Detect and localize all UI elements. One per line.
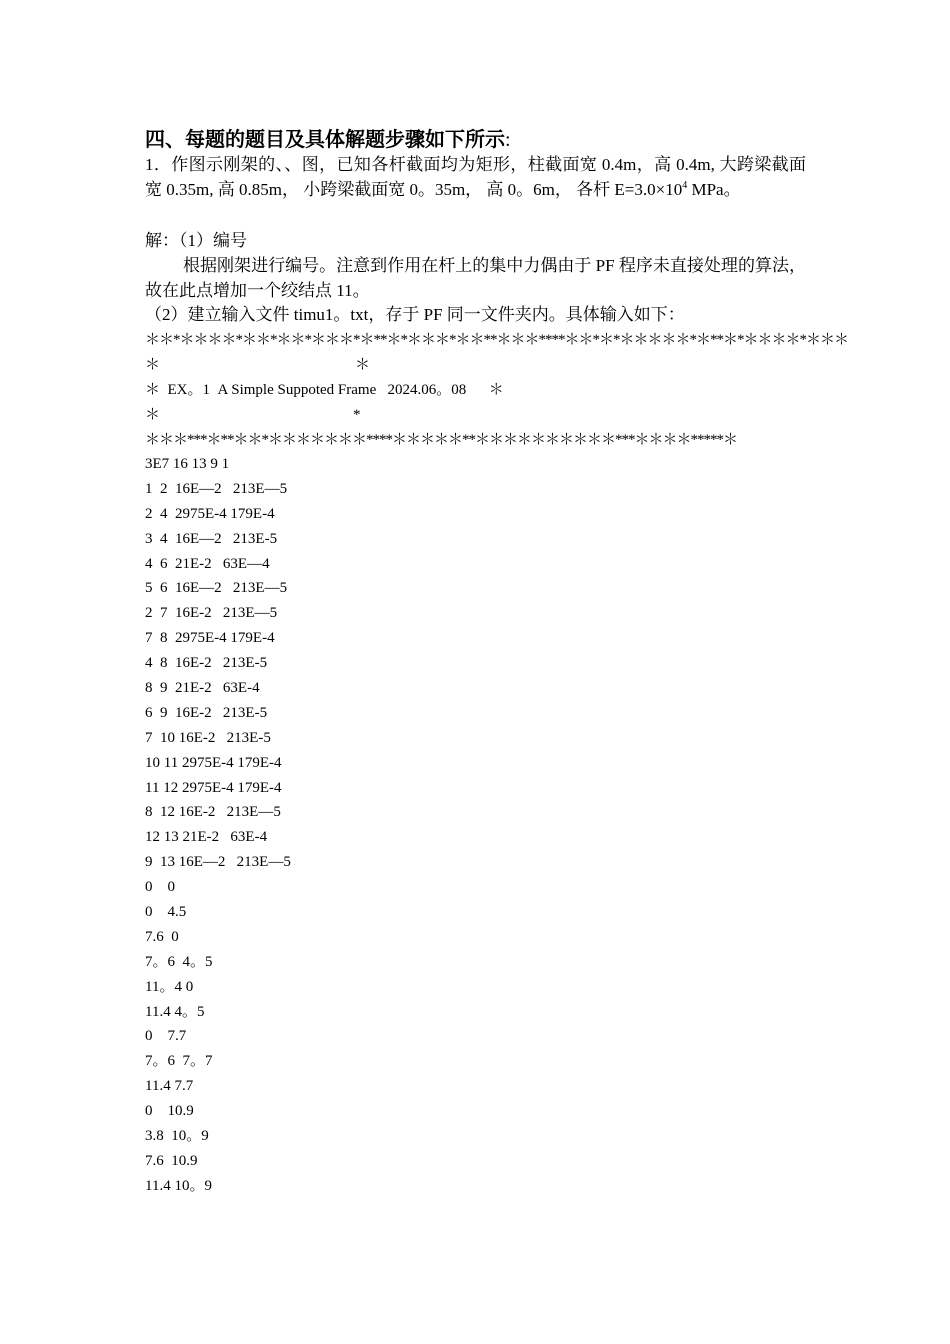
data-line: 2 7 16E-2 213E—5 [145,605,278,622]
data-line: 6 9 16E-2 213E-5 [145,704,268,721]
data-line: 3.8 10。9 [145,1128,209,1145]
data-line: 0 7.7 [145,1028,187,1045]
data-line: 9 13 16E—2 213E—5 [145,854,291,871]
section-heading [145,127,511,153]
data-line: 4 6 21E-2 63E—4 [145,555,270,572]
heading-text: 四、每题的题目及具体解题步骤如下所示 [145,129,505,151]
data-line: 11 12 2975E-4 179E-4 [145,779,282,796]
data-line: 3 4 16E—2 213E-5 [145,530,278,547]
header-top-border: ＊＊*＊＊＊＊*＊＊*＊＊*＊＊＊*＊**＊*＊＊＊*＊＊**＊＊＊****＊＊*＊*＊＊＊＊＊*＊**＊*＊＊＊＊*＊＊＊ [145,332,849,348]
data-line: 8 12 16E-2 213E—5 [145,804,281,821]
step2-paragraph: （2）建立输入文件 timu1。txt，存于 PF 同一文件夹内。具体输入如下： [145,305,685,324]
data-line: 3E7 16 13 9 1 [145,456,230,472]
data-line: 0 10.9 [145,1103,194,1120]
solution-label: 解：（1）编号 [145,231,247,250]
header-title-line: ＊ EX。1 A Simple Suppoted Frame 2024.06。08 ＊ [145,382,504,398]
data-line: 7。6 7。7 [145,1053,213,1070]
data-line: 7.6 10.9 [145,1152,198,1169]
data-line: 1 2 16E—2 213E—5 [145,480,288,497]
data-line: 11.4 4。5 [145,1003,205,1020]
data-line: 7 10 16E-2 213E-5 [145,729,271,746]
data-line: 5 6 16E—2 213E—5 [145,580,288,597]
data-line: 4 8 16E-2 213E-5 [145,655,268,672]
data-line: 7。6 4。5 [145,953,213,970]
data-line: 10 11 2975E-4 179E-4 [145,754,282,771]
problem-unit: MPa。 [687,180,741,199]
data-line: 0 0 [145,879,175,896]
input-data-block [145,452,291,1199]
heading-colon: : [505,129,511,151]
document-page: 四、每题的题目及具体解题步骤如下所示: 1．作图示刚架的、、图，已知各杆截面均为矩形，柱截面宽 0.4m，高 0.4m, 大跨梁截面宽 0.35m, 高 0.85m， 小跨梁截面宽 0。35m， 高 0。6m， 各杆 $E=3.0\times 10^4$ MPa。 解：（1）编号 根据刚架进行编号。注意到作用在杆上的集中力偶由于 PF 程序未直接处理的算法，故在此点增加一个绞结点 11。 （2）建立输入文件 timu1。txt，存于 PF 同一文件夹内。具体输入如下： ＊＊*＊＊＊＊*＊＊*＊＊*＊＊＊*＊**＊*＊＊＊*＊＊**＊＊＊****＊＊*＊*＊＊＊＊＊*＊**＊*＊＊＊＊*＊＊＊ ＊ ＊ ＊ EX。1 A Simple Suppoted Frame 2024.06。08 ＊ ＊ * ＊＊＊***＊**＊＊*＊＊＊＊＊＊＊****＊＊＊＊＊**＊＊＊＊＊＊＊＊＊＊***＊＊＊＊*****＊ 3E7 16 13 9 1 1 2 16E—2 213E—5 2 4 2975E-4 179E-4 3 4 16E—2 213E-5 4 6 21E-2 63E—4 5 6 16E—2 213E—5 2 7 16E-2 213E—5 7 8 2975E-4 179E-4 4 8 16E-2 213E-5 8 9 21E-2 63E-4 6 9 16E-2 213E-5 7 10 16E-2 213E-5 10 11 2975E-4 179E-4 11 12 2975E-4 179E-4 8 12 16E-2 213E—5 12 13 21E-2 63E-4 9 13 16E—2 213E—5 0 0 0 4.5 7.6 0 7。6 4。5 11。4 0 11.4 4。5 0 7.7 7。6 7。7 11.4 7.7 0 10.9 3.8 10。9 7.6 10.9 11.4 10。9 [0,0,950,1344]
data-line: 2 4 2975E-4 179E-4 [145,505,275,522]
numbering-paragraph: 根据刚架进行编号。注意到作用在杆上的集中力偶由于 PF 程序未直接处理的算法，故在此点增加一个绞结点 11。 [145,256,806,300]
data-line: 0 4.5 [145,904,187,921]
data-line: 11.4 10。9 [145,1177,212,1194]
exponent: 4 [682,180,688,191]
problem-statement [145,152,806,202]
problem-text: 1．作图示刚架的、、图，已知各杆截面均为矩形，柱截面宽 0.4m，高 0.4m, 大跨梁截面宽 0.35m, 高 0.85m， 小跨梁截面宽 0。35m， 高 0。6m， 各杆 E=3.0×10 [145,155,806,199]
data-line: 7 8 2975E-4 179E-4 [145,630,275,647]
header-bottom-border: ＊＊＊***＊**＊＊*＊＊＊＊＊＊＊****＊＊＊＊＊**＊＊＊＊＊＊＊＊＊＊***＊＊＊＊*****＊ [145,432,738,448]
data-line: 11.4 7.7 [145,1078,194,1095]
data-line: 12 13 21E-2 63E-4 [145,829,268,846]
data-line: 8 9 21E-2 63E-4 [145,680,260,697]
data-line: 11。4 0 [145,978,194,995]
data-line: 7.6 0 [145,928,179,945]
